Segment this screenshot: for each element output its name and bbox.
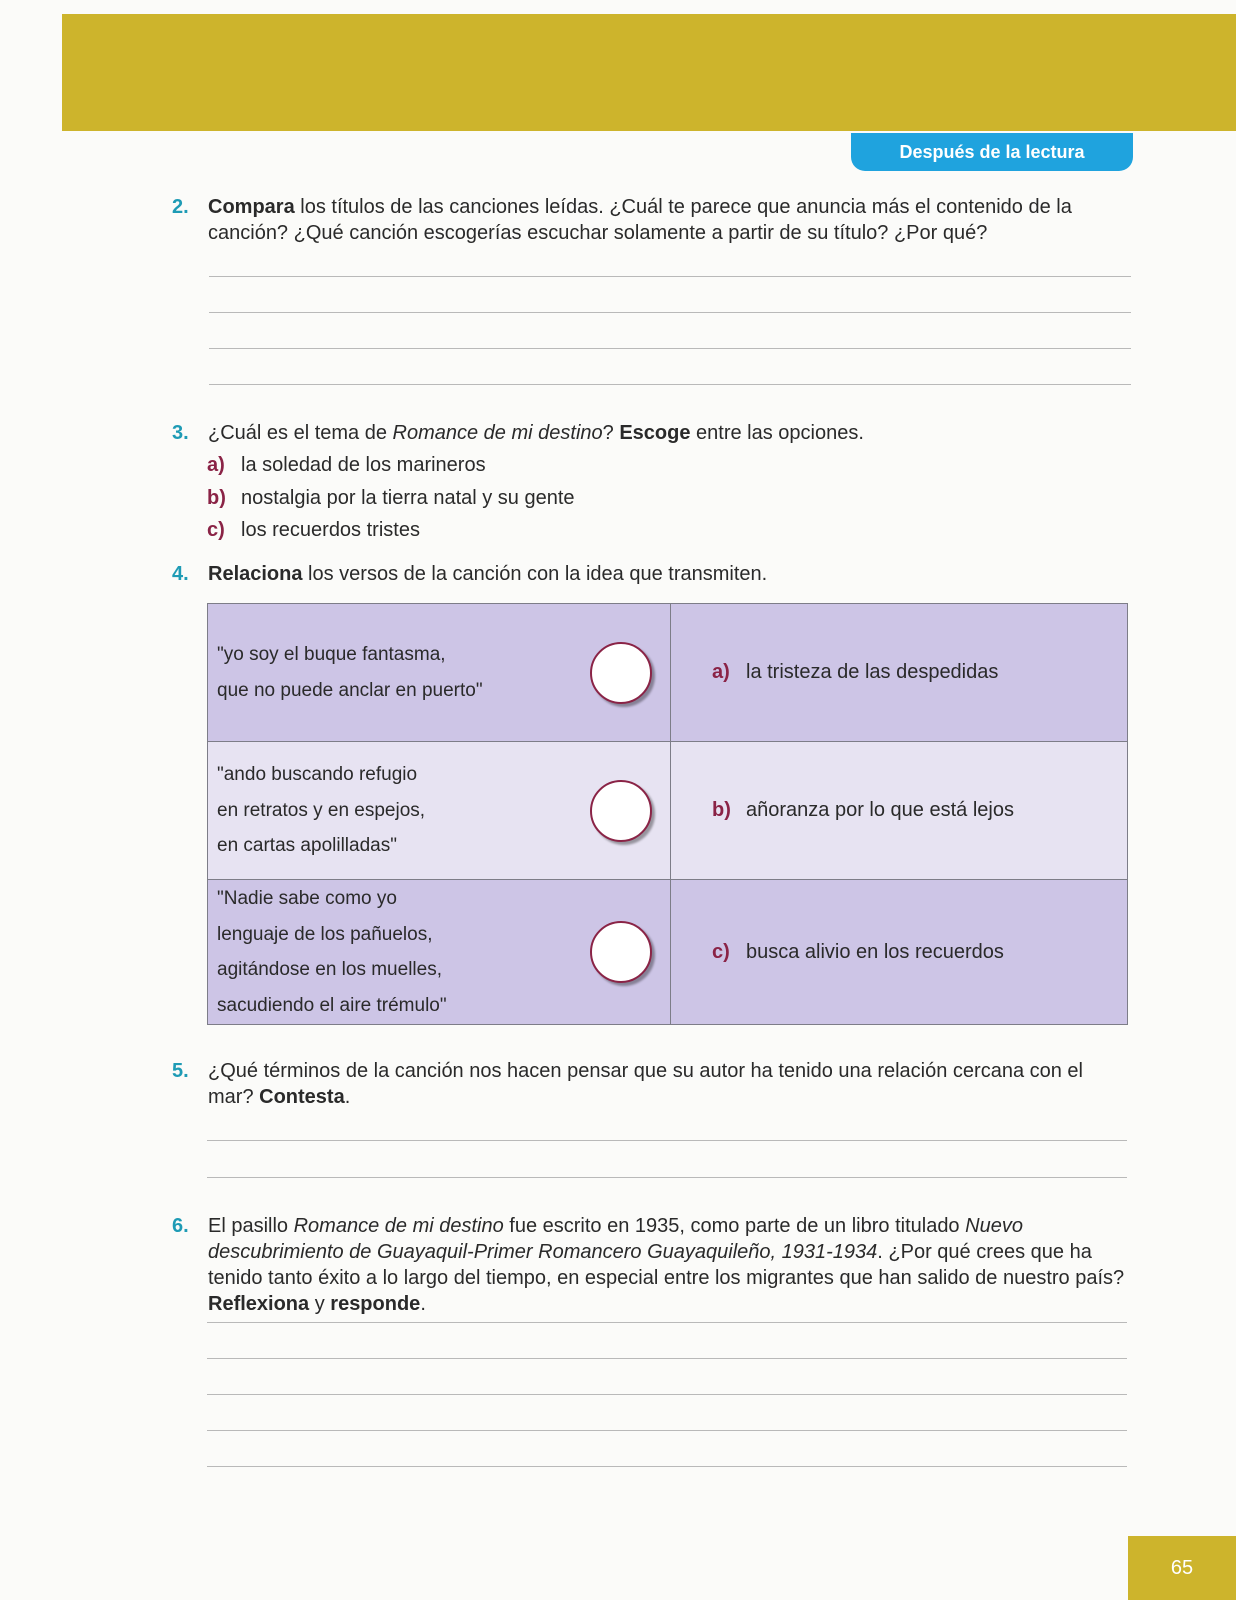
question-number: 5. xyxy=(172,1060,189,1082)
answer-line[interactable] xyxy=(209,384,1131,385)
idea-cell xyxy=(671,742,1128,880)
answer-line[interactable] xyxy=(207,1322,1127,1323)
option-text: añoranza por lo que está lejos xyxy=(746,799,1014,821)
instruction-verb: Escoge xyxy=(619,422,691,444)
verse-cell xyxy=(208,742,671,880)
idea-cell xyxy=(671,604,1128,742)
answer-circle[interactable] xyxy=(590,780,652,842)
verse-line: sacudiendo el aire trémulo" xyxy=(217,994,447,1016)
question-text xyxy=(208,1058,1132,1110)
instruction-verb: Relaciona xyxy=(208,563,303,585)
question-text xyxy=(208,1213,1132,1317)
question-text xyxy=(208,561,1132,587)
idea-option-c xyxy=(672,941,1126,964)
option-text: la tristeza de las despedidas xyxy=(746,661,999,683)
question-number: 6. xyxy=(172,1215,189,1237)
question-sentence: El pasillo xyxy=(208,1215,294,1237)
option-letter: c) xyxy=(712,940,730,963)
question-text xyxy=(208,420,1132,446)
verse-line: "yo soy el buque fantasma, xyxy=(217,644,446,665)
question-sentence: . xyxy=(420,1293,426,1315)
instruction-verb: Contesta xyxy=(259,1086,345,1108)
question-number: 3. xyxy=(172,422,189,444)
answer-line[interactable] xyxy=(209,312,1131,313)
idea-option-b xyxy=(672,799,1126,822)
answer-line[interactable] xyxy=(207,1430,1127,1431)
option-letter: c) xyxy=(207,519,225,541)
option-text: nostalgia por la tierra natal y su gente xyxy=(241,487,575,509)
option-b[interactable] xyxy=(207,485,575,511)
idea-cell xyxy=(671,880,1128,1025)
option-text: la soledad de los marineros xyxy=(241,454,486,476)
answer-line[interactable] xyxy=(209,276,1131,277)
question-sentence: fue escrito en 1935, como parte de un libro titulado xyxy=(503,1215,966,1237)
verse-line: lenguaje de los pañuelos, xyxy=(217,923,433,945)
answer-line[interactable] xyxy=(207,1394,1127,1395)
option-letter: a) xyxy=(207,454,225,476)
option-letter: a) xyxy=(712,661,730,683)
option-text: los recuerdos tristes xyxy=(241,519,420,541)
question-sentence: ? xyxy=(602,422,620,444)
question-6 xyxy=(172,1213,1132,1317)
question-sentence: ¿Qué términos de la canción nos hacen pensar que su autor ha tenido una relación cercana con el mar? xyxy=(208,1060,1083,1108)
question-3 xyxy=(172,420,1132,446)
idea-option-a xyxy=(672,661,1126,684)
matching-table xyxy=(207,603,1128,1025)
matching-row xyxy=(208,880,1128,1025)
verse-line: en cartas apolilladas" xyxy=(217,835,397,857)
verse-cell xyxy=(208,604,671,742)
verse-line: agitándose en los muelles, xyxy=(217,959,442,980)
question-sentence: . ¿Por qué crees que ha tenido tanto éxito a lo largo del tiempo, en especial entre los migrantes que han salido de nuestro país? xyxy=(208,1241,1125,1289)
verse-cell xyxy=(208,880,671,1025)
question-sentence: entre las opciones. xyxy=(690,422,864,444)
question-sentence: y xyxy=(309,1293,331,1315)
song-title: Romance de mi destino xyxy=(392,422,603,444)
instruction-verb: Compara xyxy=(208,196,295,218)
answer-line[interactable] xyxy=(207,1466,1127,1467)
verse-line: "Nadie sabe como yo xyxy=(217,888,397,909)
question-number: 4. xyxy=(172,563,189,585)
answer-circle[interactable] xyxy=(590,642,652,704)
book-title: Nuevo descubrimiento de Guayaquil-Primer Romancero Guayaquileño, 1931-1934 xyxy=(208,1215,1023,1263)
question-2 xyxy=(172,194,1132,246)
verse-line: "ando buscando refugio xyxy=(217,764,418,786)
question-5 xyxy=(172,1058,1132,1110)
verse-line: en retratos y en espejos, xyxy=(217,799,426,821)
question-sentence: los versos de la canción con la idea que transmiten. xyxy=(302,563,768,585)
answer-line[interactable] xyxy=(207,1358,1127,1359)
instruction-verb: Reflexiona xyxy=(208,1293,310,1315)
question-sentence: ¿Cuál es el tema de xyxy=(208,422,393,444)
answer-line[interactable] xyxy=(207,1177,1127,1178)
matching-row xyxy=(208,742,1128,880)
question-4 xyxy=(172,561,1132,587)
section-tab: Después de la lectura xyxy=(851,133,1133,171)
question-number: 2. xyxy=(172,196,189,218)
page-number: 65 xyxy=(1128,1536,1236,1600)
answer-line[interactable] xyxy=(209,348,1131,349)
top-color-band xyxy=(62,14,1236,131)
question-sentence: los títulos de las canciones leídas. ¿Cuál te parece que anuncia más el contenido de la canción? ¿Qué canción escogerías escuchar solamente a partir de su título? ¿Por qué? xyxy=(208,196,1072,244)
matching-row xyxy=(208,604,1128,742)
answer-circle[interactable] xyxy=(590,921,652,983)
option-c[interactable] xyxy=(207,517,420,543)
answer-line[interactable] xyxy=(207,1140,1127,1141)
question-text xyxy=(208,194,1132,246)
verse-line: que no puede anclar en puerto" xyxy=(217,679,483,701)
option-letter: b) xyxy=(712,799,731,821)
option-letter: b) xyxy=(207,487,226,509)
option-a[interactable] xyxy=(207,452,486,478)
instruction-verb: responde xyxy=(330,1293,421,1315)
option-text: busca alivio en los recuerdos xyxy=(746,940,1004,963)
song-title: Romance de mi destino xyxy=(293,1215,504,1237)
question-sentence: . xyxy=(344,1086,351,1108)
